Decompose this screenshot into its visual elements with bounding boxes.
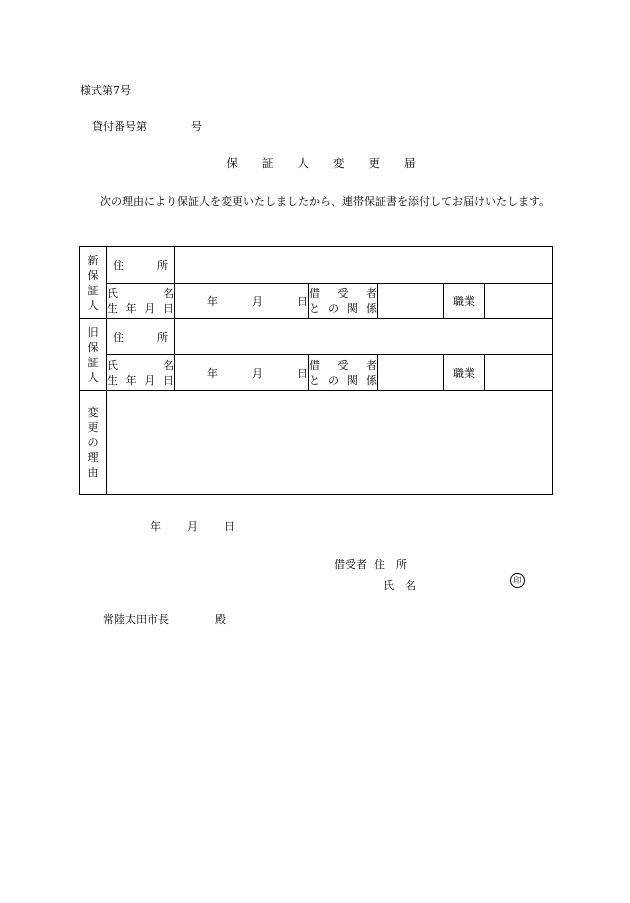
- new-name-birth-label: 氏 名 生 年 月 日: [107, 284, 175, 319]
- old-relation-field[interactable]: [378, 355, 444, 391]
- borrower-address-label: 住 所: [374, 558, 407, 571]
- seal-mark-icon: 印: [510, 573, 525, 588]
- mayor-name: 常陸太田市長: [103, 613, 169, 626]
- loan-number-prefix: 貸付番号第: [92, 120, 147, 133]
- old-occupation-label: 職業: [444, 355, 485, 391]
- new-relation-field[interactable]: [378, 284, 444, 319]
- loan-number-line: [92, 118, 202, 134]
- old-occupation-field[interactable]: [485, 355, 553, 391]
- new-relation-label: 借 受 者 と の 関 係: [309, 284, 378, 319]
- form-number: 様式第7号: [80, 84, 131, 97]
- borrower-address-line: [334, 556, 407, 572]
- new-occupation-field[interactable]: [485, 284, 553, 319]
- new-guarantor-header: 新保証人: [80, 247, 107, 319]
- old-address-label: 住 所: [107, 319, 175, 355]
- loan-number-suffix: 号: [191, 120, 202, 133]
- old-relation-label: 借 受 者 と の 関 係: [309, 355, 378, 391]
- guarantor-change-table: [79, 246, 553, 495]
- old-address-field[interactable]: [175, 319, 553, 355]
- new-address-field[interactable]: [175, 247, 553, 284]
- body-text: 次の理由により保証人を変更いたしましたから、連帯保証書を添付してお届けいたします。: [100, 195, 551, 208]
- old-name-birth-label: 氏 名 生 年 月 日: [107, 355, 175, 391]
- borrower-name-line: [383, 577, 416, 593]
- submission-date: 年 月 日: [150, 520, 235, 533]
- honorific: 殿: [215, 613, 226, 626]
- reason-header: 変更の理由: [80, 391, 107, 495]
- old-guarantor-header: 旧保証人: [80, 319, 107, 391]
- borrower-label: 借受者: [334, 558, 367, 571]
- addressee: [103, 611, 226, 627]
- new-occupation-label: 職業: [444, 284, 485, 319]
- new-birth-date-field[interactable]: 年 月 日: [175, 284, 309, 319]
- document-title: 保証人変更届: [226, 156, 440, 170]
- new-address-label: 住 所: [107, 247, 175, 284]
- reason-field[interactable]: [107, 391, 553, 495]
- old-birth-date-field[interactable]: 年 月 日: [175, 355, 309, 391]
- borrower-name-label: 氏 名: [383, 579, 416, 592]
